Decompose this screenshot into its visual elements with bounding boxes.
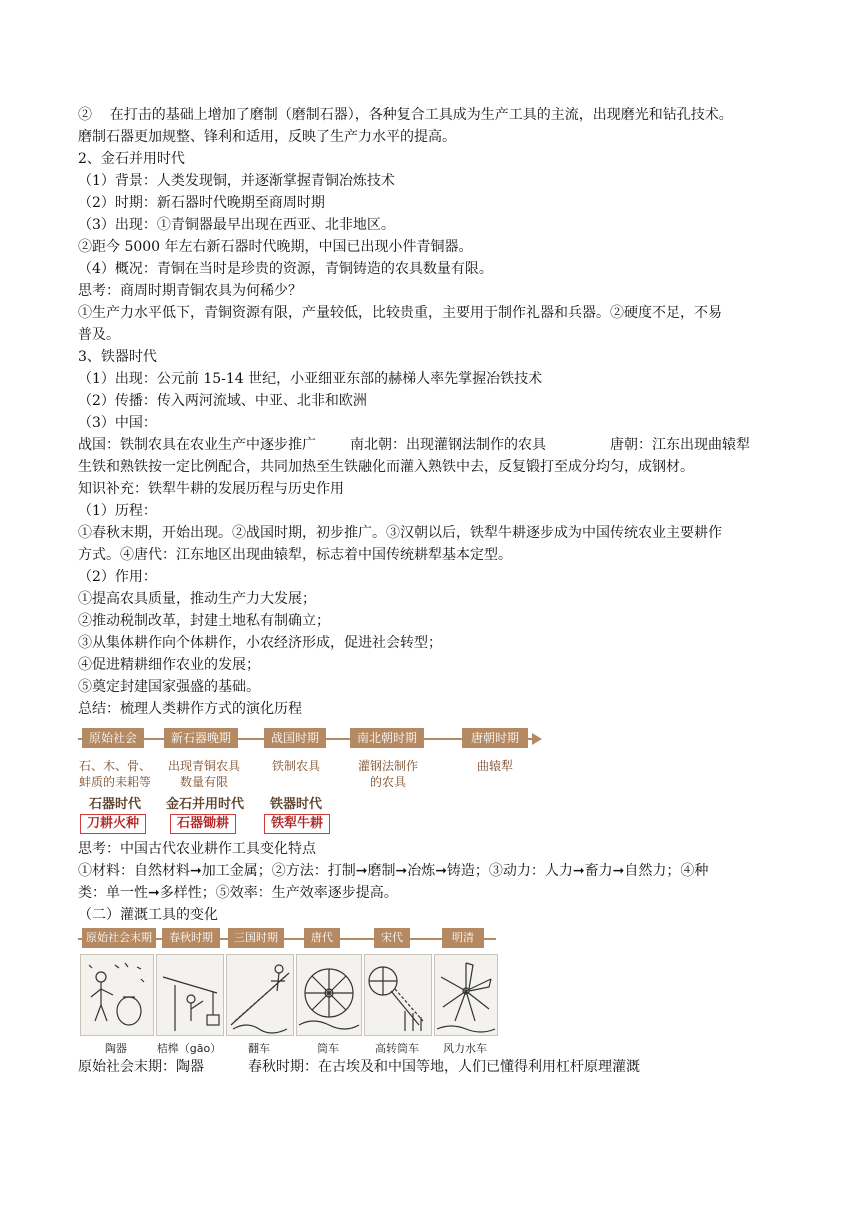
china-iron-line: [78, 434, 784, 456]
text-line: （4）概况：青铜在当时是珍贵的资源，青铜铸造的农具数量有限。: [78, 261, 493, 277]
era-label: 原始社会: [82, 728, 144, 748]
question-line: 思考：中国古代农业耕作工具变化特点: [78, 841, 316, 857]
document-page: [78, 104, 784, 1078]
era-label: 三国时期: [228, 928, 284, 948]
irrigation-timeline-figure: [78, 928, 498, 1056]
tool-label: 曲辕犁: [476, 759, 513, 773]
question-line: 思考：商周时期青铜农具为何稀少？: [78, 283, 302, 299]
tool-caption: 桔槔（gāo）: [156, 1042, 222, 1055]
era-label: 唐朝时期: [462, 728, 528, 748]
farming-method-badge: 铁犁牛耕: [264, 814, 330, 834]
tool-label: 出现青铜农具 数量有限: [167, 759, 240, 789]
tool-label: 铁制农具: [271, 759, 320, 773]
era-label: 宋代: [374, 928, 410, 948]
era-label: 新石器晚期: [164, 728, 238, 748]
tool-caption: 高转筒车: [375, 1042, 419, 1055]
stage-label: 石器时代: [88, 797, 141, 812]
text-line: 知识补充：铁犁牛耕的发展历程与历史作用: [78, 481, 344, 497]
text-line: ② 在打击的基础上增加了磨制（磨制石器），各种复合工具成为生产工具的主流，出现磨光和钻孔技术。: [78, 107, 733, 123]
text-line: （3）中国：: [78, 415, 157, 431]
text-line: 生铁和熟铁按一定比例配合，共同加热至生铁融化而灌入熟铁中去，反复锻打至成分均匀，成钢材。: [78, 459, 694, 475]
text-line: 磨制石器更加规整、锋利和适用，反映了生产力水平的提高。: [78, 129, 456, 145]
text-line: ③从集体耕作向个体耕作，小农经济形成，促进社会转型；: [78, 635, 442, 651]
tool-caption: 筒车: [317, 1042, 339, 1055]
arrow-right-icon: [532, 733, 542, 745]
stage-label: 金石并用时代: [165, 797, 244, 812]
text-line: （1）出现：公元前 15-14 世纪，小亚细亚东部的赫梯人率先掌握冶铁技术: [78, 371, 543, 387]
farming-method-badge: 刀耕火种: [80, 814, 146, 834]
text-line: 普及。: [78, 327, 120, 343]
subsection-heading: （二）灌溉工具的变化: [78, 907, 218, 923]
tool-label: 灌钢法制作 的农具: [357, 759, 418, 789]
text-line: 总结：梳理人类耕作方式的演化历程: [78, 701, 302, 717]
text-line: ①提高农具质量，推动生产力大发展；: [78, 591, 316, 607]
text-segment: 春秋时期：在古埃及和中国等地，人们已懂得利用杠杆原理灌溉: [248, 1059, 640, 1075]
text-line: ①生产力水平低下，青铜资源有限，产量较低，比较贵重，主要用于制作礼器和兵器。②硬度不足，不易: [78, 305, 722, 321]
text-line: （2）传播：传入两河流域、中亚、北非和欧洲: [78, 393, 367, 409]
text-line: ①材料：自然材料➞加工金属；②方法：打制➞磨制➞冶炼➞铸造；③动力：人力➞畜力➞自然力；④种: [78, 863, 709, 879]
era-label: 战国时期: [264, 728, 326, 748]
text-line: （1）历程：: [78, 503, 157, 519]
era-label: 原始社会末期: [82, 928, 156, 948]
era-label: 明清: [442, 928, 484, 948]
tool-label: 石、木、骨、 蚌质的耒耜等: [78, 759, 151, 789]
text-segment: 原始社会末期：陶器: [78, 1059, 204, 1075]
tool-caption: 风力水车: [443, 1042, 487, 1055]
era-label: 春秋时期: [162, 928, 220, 948]
stage-label: 铁器时代: [269, 797, 322, 812]
text-line: ①春秋末期，开始出现。②战国时期，初步推广。③汉朝以后，铁犁牛耕逐步成为中国传统农业主要耕作: [78, 525, 722, 541]
text-line: （2）时期：新石器时代晚期至商周时期: [78, 195, 325, 211]
era-label: 唐代: [304, 928, 340, 948]
text-line: ②推动税制改革，封建土地私有制确立；: [78, 613, 330, 629]
tool-caption: 陶器: [105, 1042, 127, 1055]
chain-pump-illustration: [226, 954, 294, 1036]
text-line: ②距今 5000 年左右新石器时代晚期，中国已出现小件青铜器。: [78, 239, 473, 255]
text-line: （2）作用：: [78, 569, 157, 585]
text-line: ④促进精耕细作农业的发展；: [78, 657, 260, 673]
farming-method-badge: 石器锄耕: [170, 814, 236, 834]
windmill-pump-illustration: [434, 954, 498, 1036]
text-line: 类：单一性➞多样性；⑤效率：生产效率逐步提高。: [78, 885, 398, 901]
section-heading: 3、铁器时代: [78, 349, 157, 365]
text-line: （3）出现：①青铜器最早出现在西亚、北非地区。: [78, 217, 395, 233]
text-line: ⑤奠定封建国家强盛的基础。: [78, 679, 260, 695]
text-segment: 唐朝：江东出现曲辕犁: [610, 437, 750, 453]
pottery-illustration: [80, 954, 154, 1036]
farming-timeline-figure: [78, 724, 548, 836]
tool-caption: 翻车: [248, 1042, 270, 1055]
shaduf-illustration: [156, 954, 224, 1036]
text-line: 方式。④唐代：江东地区出现曲辕犁，标志着中国传统耕犁基本定型。: [78, 547, 512, 563]
section-heading: 2、金石并用时代: [78, 151, 185, 167]
era-label: 南北朝时期: [350, 728, 424, 748]
text-segment: 南北朝：出现灌钢法制作的农具: [350, 437, 546, 453]
water-wheel-illustration: [296, 954, 362, 1036]
high-lift-wheel-illustration: [364, 954, 432, 1036]
text-line: （1）背景：人类发现铜，并逐渐掌握青铜冶炼技术: [78, 173, 395, 189]
text-segment: 战国：铁制农具在农业生产中逐步推广: [78, 437, 316, 453]
